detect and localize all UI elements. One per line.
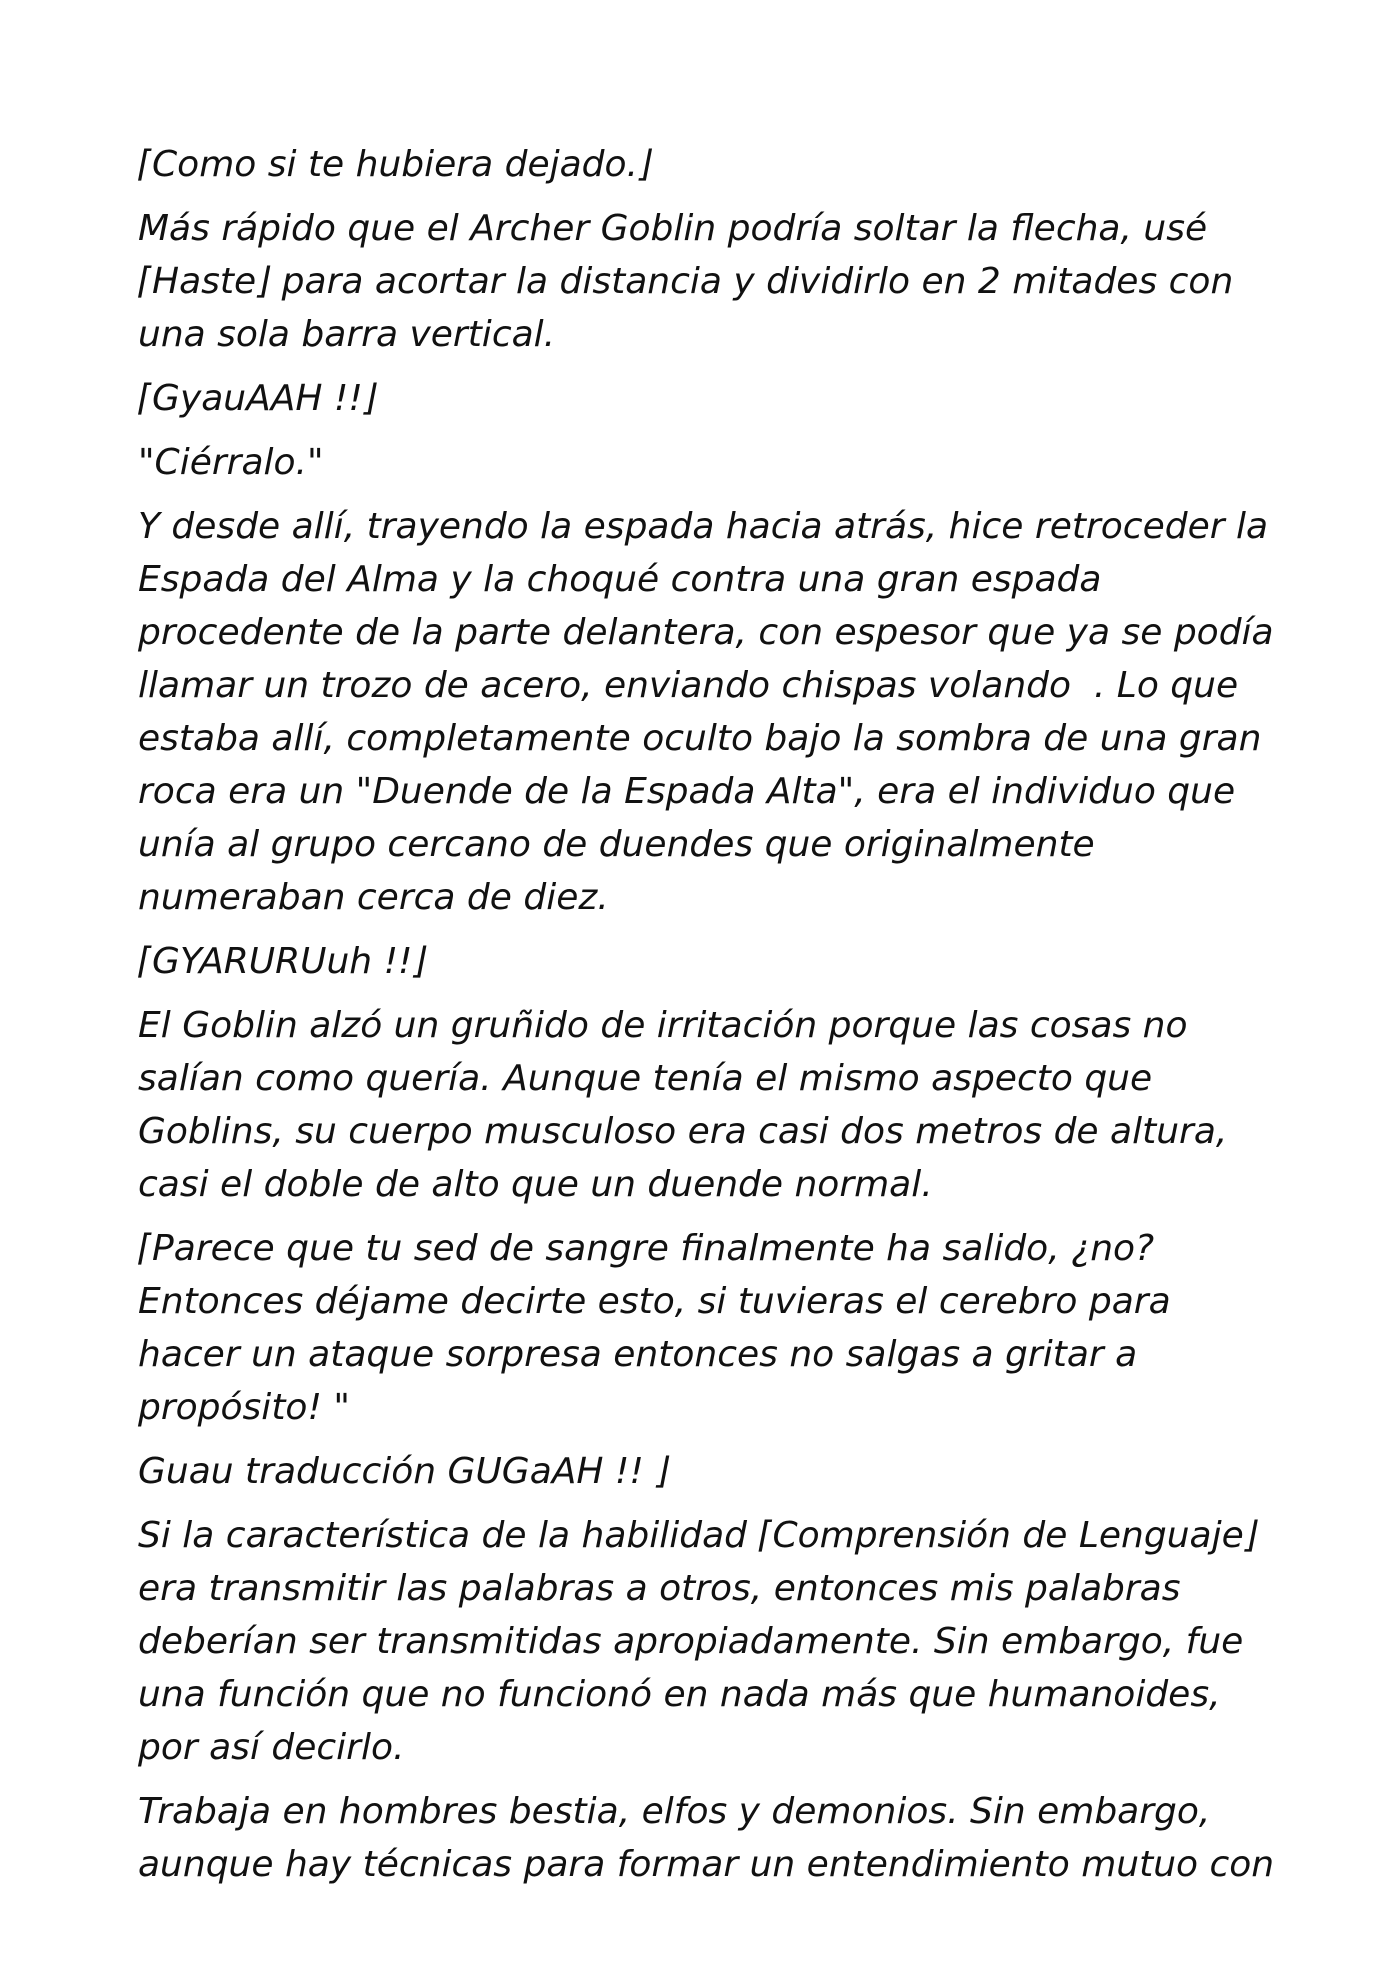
body-text <box>138 138 1286 1902</box>
paragraph-11: Trabaja en hombres bestia, elfos y demonios. Sin embargo, aunque hay técnicas para formar un entendimiento mutuo con <box>138 1791 1275 1885</box>
paragraph-2: Más rápido que el Archer Goblin podría soltar la flecha, usé ⌈Haste⌋ para acortar la distancia y dividirlo en 2 mitades con una sola barra vertical. <box>138 208 1245 355</box>
paragraph-4: "Ciérralo." <box>138 442 324 483</box>
paragraph-6: ⌈GYARURUuh !!⌋ <box>138 941 427 982</box>
paragraph-10: Si la característica de la habilidad ⌈Comprensión de Lenguaje⌋ era transmitir las palabras a otros, entonces mis palabras deberían ser transmitidas apropiadamente. Sin embargo, fue una función que no funcionó en nada más que humanoides, por así decirlo. <box>138 1515 1270 1768</box>
paragraph-7: El Goblin alzó un gruñido de irritación porque las cosas no salían como quería. Aunque tenía el mismo aspecto que Goblins, su cuerpo musculoso era casi dos metros de altura, casi el doble de alto que un duende normal. <box>138 1005 1239 1205</box>
paragraph-8: ⌈Parece que tu sed de sangre finalmente ha salido, ¿no? Entonces déjame decirte esto, si tuvieras el cerebro para hacer un ataque sorpresa entonces no salgas a gritar a propósito! " <box>138 1228 1183 1428</box>
paragraph-9: Guau traducción GUGaAH !! ⌋ <box>138 1451 670 1492</box>
paragraph-1: ⌈Como si te hubiera dejado.⌋ <box>138 144 653 185</box>
paragraph-3: ⌈GyauAAH !!⌋ <box>138 378 377 419</box>
paragraph-5: Y desde allí, trayendo la espada hacia atrás, hice retroceder la Espada del Alma y la choqué contra una gran espada procedente de la parte delantera, con espesor que ya se podía llamar un trozo de acero, enviando chispas volando . Lo que estaba allí, completamente oculto bajo la sombra de una gran roca era un "Duende de la Espada Alta", era el individuo que unía al grupo cercano de duendes que originalmente numeraban cerca de diez. <box>138 506 1286 918</box>
